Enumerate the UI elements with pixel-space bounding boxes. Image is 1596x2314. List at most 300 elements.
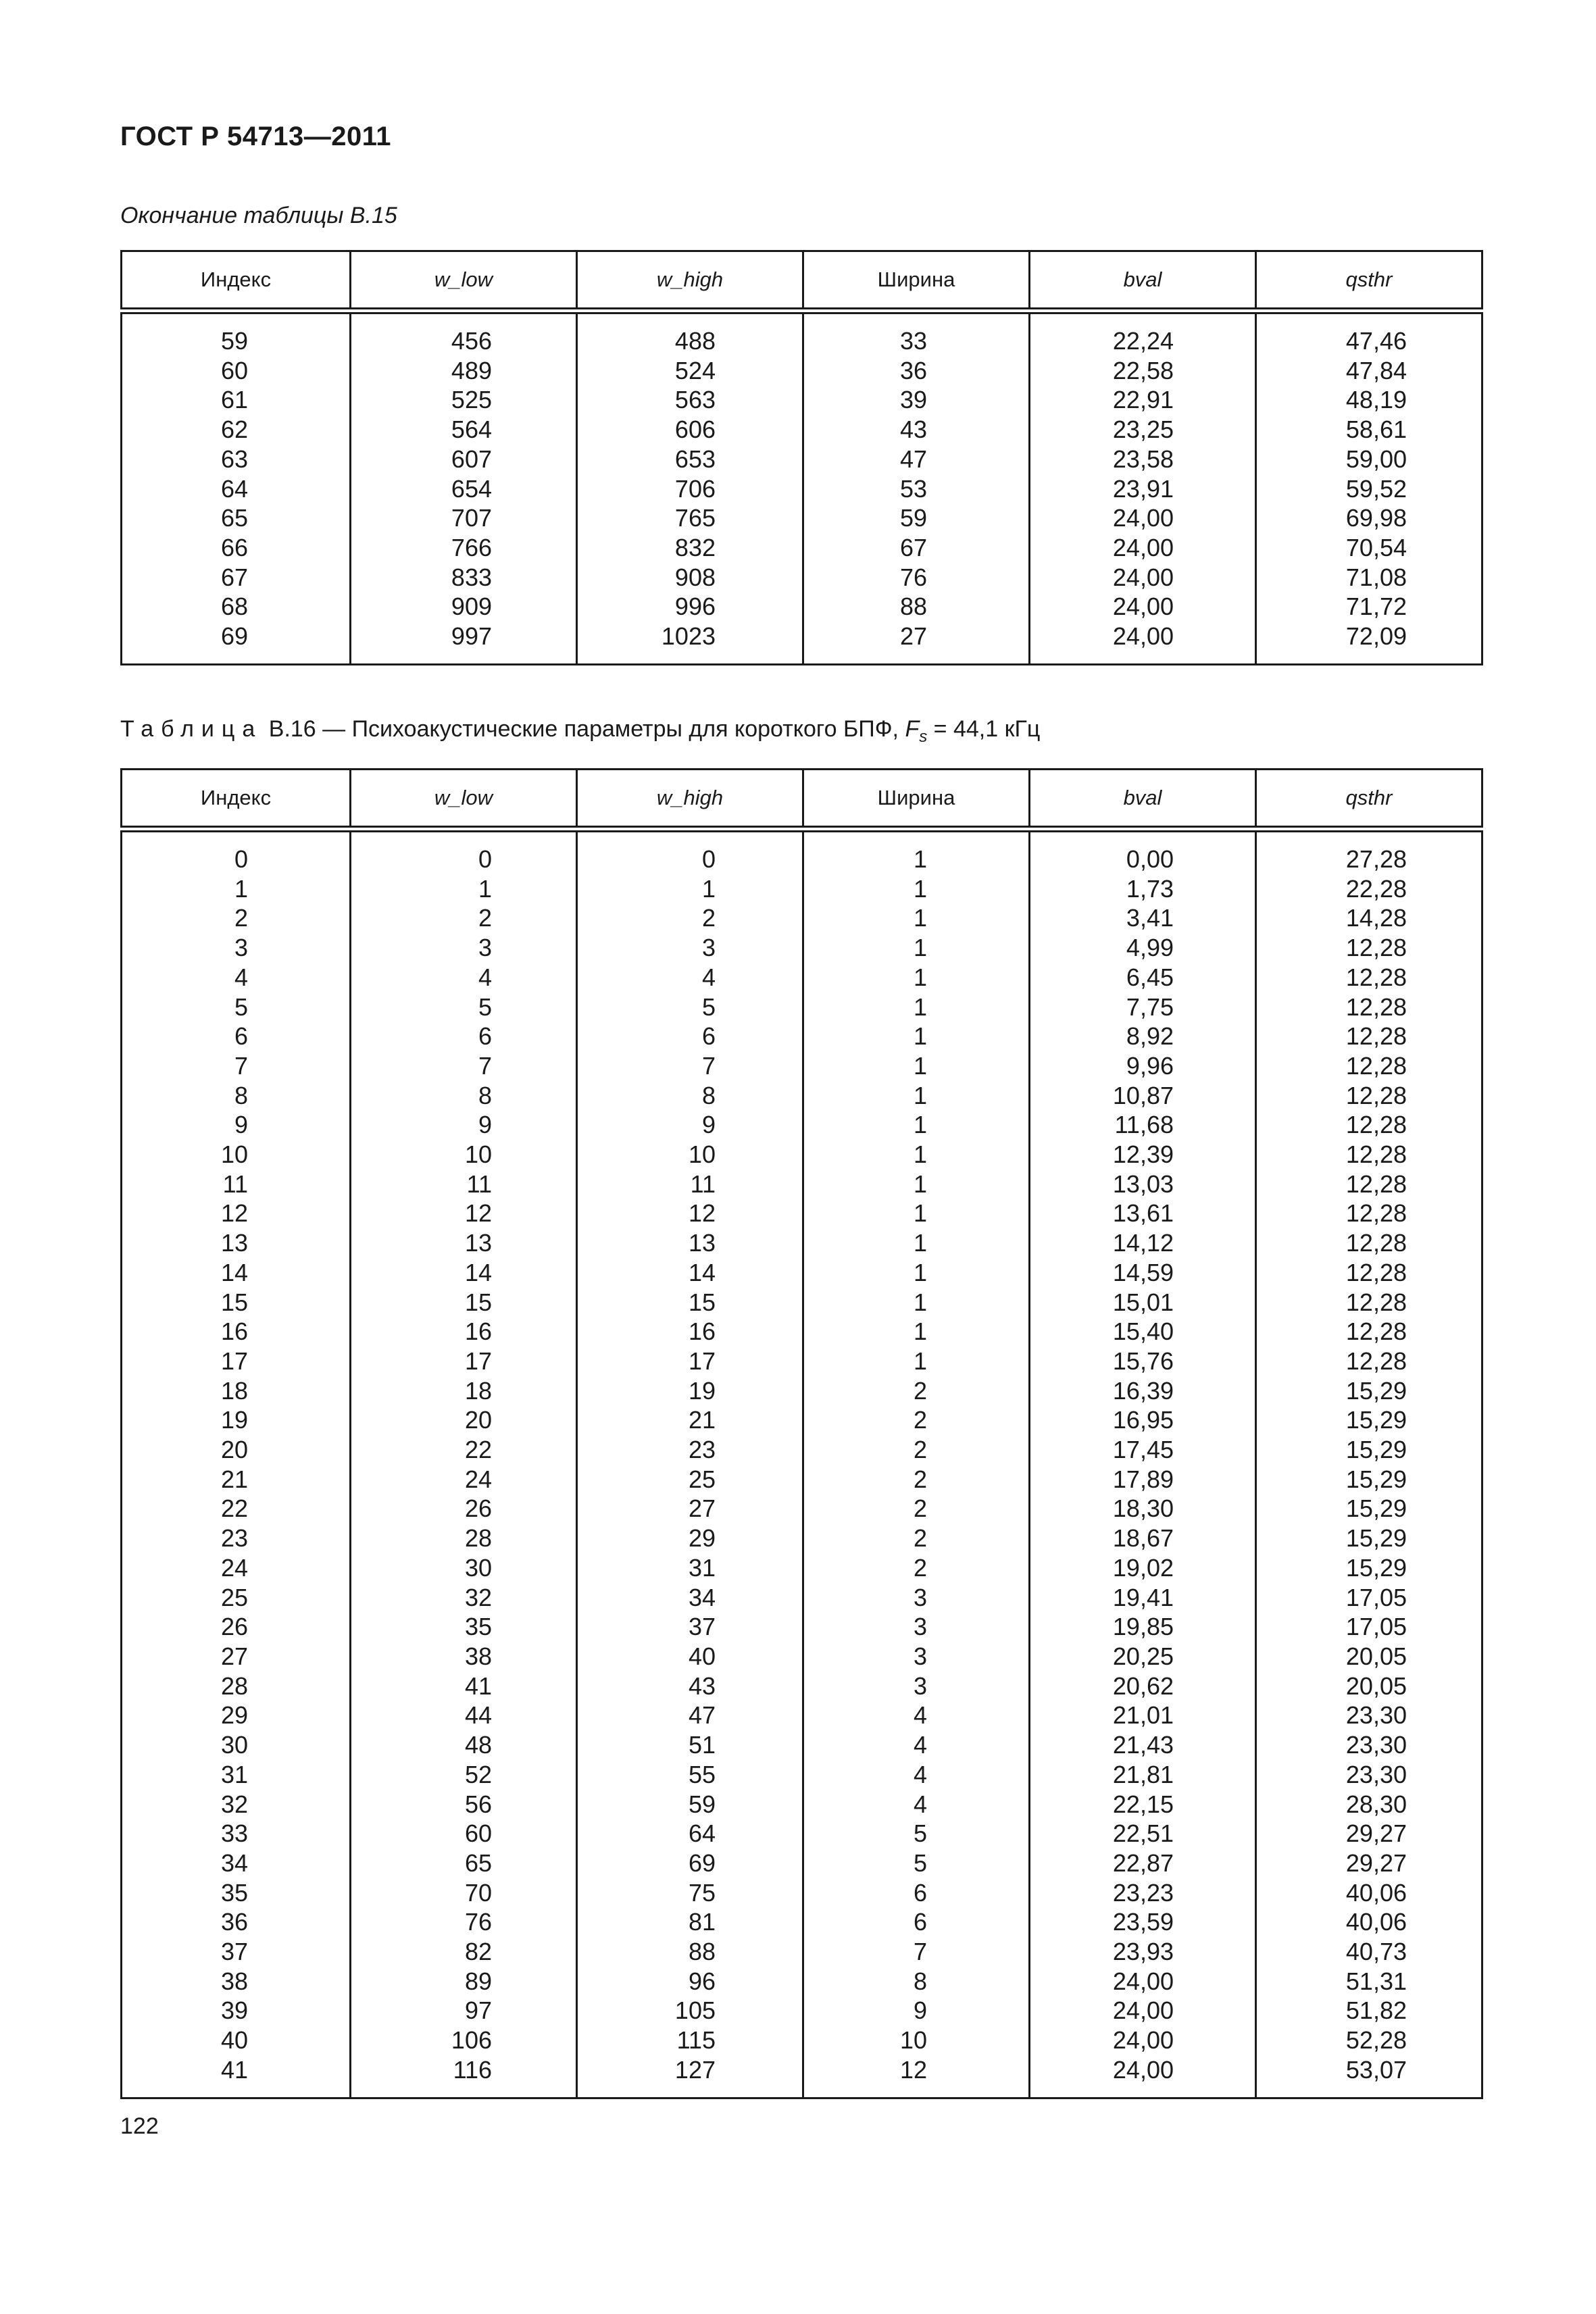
cell-qsthr: 47,46 [1256,311,1482,356]
cell-qsthr: 15,29 [1256,1465,1482,1494]
cell-qsthr: 12,28 [1256,1228,1482,1258]
cell-index: 68 [220,593,248,621]
cell-width: 59 [803,503,1030,533]
cell-index: 8 [234,1081,248,1109]
cell-width: 2 [803,1494,1030,1524]
cell-qsthr: 12,28 [1256,1288,1482,1317]
cell-index: 63 [220,445,248,473]
cell-index: 21 [220,1465,248,1493]
column-header-bval: bval [1030,251,1256,311]
table-row [122,903,1482,933]
cell-bval: 17,89 [1030,1465,1256,1494]
cell-index: 69 [220,622,248,651]
cell-w-low: 525 [351,385,577,415]
cell-qsthr: 70,54 [1256,533,1482,563]
table-row [122,1907,1482,1937]
cell-width: 1 [803,1140,1030,1169]
cell-qsthr: 15,29 [1256,1524,1482,1553]
cell-index: 20 [220,1436,248,1464]
cell-w-low: 76 [351,1907,577,1937]
column-header-qsthr: qsthr [1256,770,1482,830]
table-row [122,1465,1482,1494]
document-header: ГОСТ Р 54713—2011 [120,122,391,151]
cell-index: 18 [220,1376,248,1405]
cell-width: 5 [803,1819,1030,1848]
cell-w-low: 41 [351,1671,577,1701]
cell-bval: 15,01 [1030,1288,1256,1317]
cell-width: 1 [803,933,1030,963]
cell-w-high: 55 [577,1760,803,1790]
cell-qsthr: 22,28 [1256,874,1482,904]
table-row [122,1051,1482,1081]
cell-qsthr: 15,29 [1256,1405,1482,1435]
cell-w-low: 70 [351,1878,577,1908]
cell-bval: 16,95 [1030,1405,1256,1435]
table-row [122,1848,1482,1878]
cell-w-high: 0 [577,829,803,874]
cell-index: 25 [220,1583,248,1611]
table-row [122,356,1482,386]
cell-bval: 17,45 [1030,1435,1256,1465]
table-row [122,874,1482,904]
table-row [122,1937,1482,1967]
cell-bval: 22,91 [1030,385,1256,415]
column-header-width: Ширина [803,770,1030,830]
cell-width: 6 [803,1907,1030,1937]
cell-w-low: 82 [351,1937,577,1967]
cell-width: 1 [803,1258,1030,1288]
cell-index: 11 [222,1169,248,1198]
cell-bval: 13,61 [1030,1199,1256,1228]
cell-w-high: 37 [577,1612,803,1642]
cell-bval: 15,40 [1030,1317,1256,1347]
cell-bval: 10,87 [1030,1081,1256,1111]
table-row [122,1730,1482,1760]
cell-bval: 19,41 [1030,1583,1256,1613]
cell-w-low: 607 [351,445,577,474]
cell-w-low: 2 [351,903,577,933]
cell-index: 60 [220,356,248,384]
cell-qsthr: 40,73 [1256,1937,1482,1967]
cell-w-high: 13 [577,1228,803,1258]
cell-w-low: 1 [351,874,577,904]
cell-w-low: 3 [351,933,577,963]
cell-w-high: 9 [577,1110,803,1140]
cell-bval: 24,00 [1030,503,1256,533]
cell-w-high: 14 [577,1258,803,1288]
cell-bval: 24,00 [1030,2055,1256,2098]
cell-qsthr: 12,28 [1256,1169,1482,1199]
cell-bval: 21,01 [1030,1701,1256,1730]
cell-qsthr: 12,28 [1256,992,1482,1022]
cell-w-low: 28 [351,1524,577,1553]
table-caption-number: В.16 [268,716,316,742]
cell-w-low: 16 [351,1317,577,1347]
table-row [122,1199,1482,1228]
cell-width: 53 [803,474,1030,504]
cell-w-high: 12 [577,1199,803,1228]
cell-bval: 18,67 [1030,1524,1256,1553]
cell-w-low: 13 [351,1228,577,1258]
table-row [122,963,1482,992]
cell-w-high: 127 [577,2055,803,2098]
cell-qsthr: 12,28 [1256,1051,1482,1081]
page-number: 122 [120,2113,159,2139]
cell-w-high: 17 [577,1347,803,1376]
cell-index: 12 [220,1199,248,1228]
cell-qsthr: 12,28 [1256,1317,1482,1347]
cell-bval: 22,58 [1030,356,1256,386]
cell-qsthr: 59,52 [1256,474,1482,504]
cell-width: 3 [803,1612,1030,1642]
table-row [122,1583,1482,1613]
cell-width: 1 [803,1228,1030,1258]
cell-width: 4 [803,1790,1030,1819]
cell-w-low: 106 [351,2026,577,2055]
cell-qsthr: 12,28 [1256,1081,1482,1111]
column-header-index: Индекс [122,251,351,311]
cell-width: 1 [803,963,1030,992]
cell-index: 38 [220,1967,248,1995]
cell-qsthr: 12,28 [1256,933,1482,963]
cell-qsthr: 71,08 [1256,563,1482,593]
cell-qsthr: 14,28 [1256,903,1482,933]
cell-w-high: 69 [577,1848,803,1878]
cell-bval: 22,24 [1030,311,1256,356]
cell-qsthr: 51,31 [1256,1967,1482,1996]
cell-bval: 15,76 [1030,1347,1256,1376]
table-row [122,2055,1482,2098]
cell-w-high: 64 [577,1819,803,1848]
cell-w-high: 81 [577,1907,803,1937]
cell-width: 67 [803,533,1030,563]
cell-w-low: 909 [351,592,577,622]
cell-qsthr: 12,28 [1256,1140,1482,1169]
table-row [122,1819,1482,1848]
table-row [122,829,1482,874]
cell-index: 35 [220,1878,248,1907]
cell-w-low: 707 [351,503,577,533]
cell-bval: 23,59 [1030,1907,1256,1937]
cell-bval: 22,87 [1030,1848,1256,1878]
cell-qsthr: 12,28 [1256,1199,1482,1228]
cell-index: 7 [234,1051,248,1080]
cell-qsthr: 48,19 [1256,385,1482,415]
table-row [122,1790,1482,1819]
cell-w-low: 20 [351,1405,577,1435]
cell-width: 1 [803,1317,1030,1347]
cell-w-low: 35 [351,1612,577,1642]
cell-w-high: 115 [577,2026,803,2055]
cell-w-low: 0 [351,829,577,874]
cell-qsthr: 29,27 [1256,1819,1482,1848]
cell-w-low: 654 [351,474,577,504]
cell-bval: 22,15 [1030,1790,1256,1819]
table-row [122,2026,1482,2055]
cell-width: 1 [803,903,1030,933]
table-caption-text: — Психоакустические параметры для короткого БПФ, [316,716,905,742]
table-row [122,1405,1482,1435]
cell-width: 4 [803,1701,1030,1730]
cell-w-low: 4 [351,963,577,992]
cell-width: 1 [803,1288,1030,1317]
cell-w-high: 8 [577,1081,803,1111]
cell-qsthr: 59,00 [1256,445,1482,474]
table-caption-fs-subscript: s [919,727,928,746]
cell-index: 13 [220,1229,248,1257]
cell-qsthr: 12,28 [1256,1022,1482,1051]
cell-index: 14 [220,1258,248,1286]
cell-w-high: 3 [577,933,803,963]
cell-w-high: 25 [577,1465,803,1494]
cell-w-low: 833 [351,563,577,593]
cell-w-high: 832 [577,533,803,563]
cell-index: 64 [220,474,248,503]
cell-w-low: 15 [351,1288,577,1317]
cell-w-high: 11 [577,1169,803,1199]
cell-index: 17 [220,1347,248,1375]
cell-index: 33 [220,1819,248,1848]
table-row [122,1494,1482,1524]
cell-w-high: 27 [577,1494,803,1524]
cell-w-low: 22 [351,1435,577,1465]
cell-bval: 19,85 [1030,1612,1256,1642]
cell-w-high: 765 [577,503,803,533]
cell-w-low: 32 [351,1583,577,1613]
cell-bval: 12,39 [1030,1140,1256,1169]
cell-w-high: 1023 [577,622,803,664]
table-row [122,1169,1482,1199]
cell-bval: 23,25 [1030,415,1256,445]
cell-w-high: 15 [577,1288,803,1317]
cell-bval: 14,59 [1030,1258,1256,1288]
cell-width: 5 [803,1848,1030,1878]
cell-bval: 22,51 [1030,1819,1256,1848]
cell-w-low: 116 [351,2055,577,2098]
cell-w-high: 706 [577,474,803,504]
cell-qsthr: 53,07 [1256,2055,1482,2098]
cell-w-low: 26 [351,1494,577,1524]
cell-w-low: 24 [351,1465,577,1494]
cell-w-high: 1 [577,874,803,904]
cell-width: 1 [803,1110,1030,1140]
table-row [122,1288,1482,1317]
cell-width: 76 [803,563,1030,593]
cell-index: 62 [220,416,248,444]
cell-w-low: 9 [351,1110,577,1140]
cell-bval: 24,00 [1030,2026,1256,2055]
cell-width: 6 [803,1878,1030,1908]
cell-qsthr: 58,61 [1256,415,1482,445]
cell-width: 4 [803,1730,1030,1760]
cell-qsthr: 12,28 [1256,1110,1482,1140]
cell-w-low: 489 [351,356,577,386]
cell-w-low: 14 [351,1258,577,1288]
cell-width: 2 [803,1465,1030,1494]
cell-w-high: 21 [577,1405,803,1435]
cell-w-high: 43 [577,1671,803,1701]
cell-width: 43 [803,415,1030,445]
cell-w-low: 10 [351,1140,577,1169]
cell-qsthr: 28,30 [1256,1790,1482,1819]
cell-index: 15 [220,1288,248,1316]
cell-w-low: 997 [351,622,577,664]
table-row [122,1996,1482,2026]
table-row [122,563,1482,593]
cell-index: 5 [234,992,248,1021]
cell-width: 1 [803,1022,1030,1051]
cell-w-high: 47 [577,1701,803,1730]
cell-w-high: 563 [577,385,803,415]
cell-qsthr: 23,30 [1256,1760,1482,1790]
cell-w-low: 17 [351,1347,577,1376]
cell-width: 47 [803,445,1030,474]
cell-qsthr: 15,29 [1256,1494,1482,1524]
column-header-index: Индекс [122,770,351,830]
cell-qsthr: 40,06 [1256,1907,1482,1937]
cell-w-low: 6 [351,1022,577,1051]
table-header-row [122,251,1482,311]
cell-w-low: 65 [351,1848,577,1878]
cell-qsthr: 15,29 [1256,1553,1482,1583]
cell-qsthr: 23,30 [1256,1701,1482,1730]
cell-w-high: 7 [577,1051,803,1081]
cell-index: 4 [234,963,248,991]
cell-w-high: 40 [577,1642,803,1671]
cell-bval: 23,58 [1030,445,1256,474]
table-row [122,385,1482,415]
cell-index: 1 [234,874,248,903]
cell-bval: 13,03 [1030,1169,1256,1199]
cell-bval: 3,41 [1030,903,1256,933]
cell-width: 2 [803,1405,1030,1435]
table-row [122,1612,1482,1642]
cell-w-high: 29 [577,1524,803,1553]
cell-index: 40 [220,2026,248,2055]
cell-width: 3 [803,1671,1030,1701]
table-caption-fs-value: = 44,1 кГц [927,716,1041,742]
cell-index: 39 [220,1996,248,2025]
cell-bval: 20,25 [1030,1642,1256,1671]
cell-bval: 24,00 [1030,592,1256,622]
cell-w-low: 7 [351,1051,577,1081]
cell-w-high: 653 [577,445,803,474]
cell-w-low: 56 [351,1790,577,1819]
cell-w-high: 59 [577,1790,803,1819]
cell-index: 29 [220,1701,248,1730]
cell-w-low: 456 [351,311,577,356]
cell-width: 39 [803,385,1030,415]
table-row [122,992,1482,1022]
cell-bval: 6,45 [1030,963,1256,992]
cell-index: 61 [220,386,248,414]
cell-w-high: 5 [577,992,803,1022]
cell-w-high: 16 [577,1317,803,1347]
cell-index: 31 [220,1760,248,1788]
cell-index: 26 [220,1613,248,1641]
cell-w-low: 97 [351,1996,577,2026]
table-b16 [120,768,1483,2099]
table-row [122,1878,1482,1908]
table-row [122,933,1482,963]
table-row [122,1317,1482,1347]
cell-bval: 20,62 [1030,1671,1256,1701]
cell-w-high: 75 [577,1878,803,1908]
table-caption [120,716,1040,747]
cell-w-high: 51 [577,1730,803,1760]
cell-index: 67 [220,563,248,591]
cell-qsthr: 15,29 [1256,1376,1482,1406]
cell-qsthr: 69,98 [1256,503,1482,533]
cell-index: 10 [220,1140,248,1169]
cell-index: 36 [220,1908,248,1936]
cell-width: 4 [803,1760,1030,1790]
cell-index: 66 [220,533,248,561]
cell-index: 19 [220,1406,248,1434]
table-row [122,533,1482,563]
cell-index: 0 [234,845,248,873]
cell-index: 22 [220,1494,248,1523]
cell-width: 9 [803,1996,1030,2026]
table-row [122,1553,1482,1583]
table-row [122,1347,1482,1376]
cell-bval: 18,30 [1030,1494,1256,1524]
cell-w-high: 996 [577,592,803,622]
cell-qsthr: 29,27 [1256,1848,1482,1878]
table-row [122,311,1482,356]
cell-qsthr: 20,05 [1256,1642,1482,1671]
table-row [122,445,1482,474]
cell-index: 16 [220,1317,248,1346]
cell-qsthr: 15,29 [1256,1435,1482,1465]
cell-w-low: 60 [351,1819,577,1848]
table-row [122,1228,1482,1258]
cell-width: 1 [803,829,1030,874]
cell-bval: 0,00 [1030,829,1256,874]
cell-width: 1 [803,1051,1030,1081]
cell-qsthr: 51,82 [1256,1996,1482,2026]
cell-width: 10 [803,2026,1030,2055]
cell-w-high: 34 [577,1583,803,1613]
cell-width: 27 [803,622,1030,664]
cell-index: 28 [220,1671,248,1700]
cell-w-low: 89 [351,1967,577,1996]
cell-qsthr: 17,05 [1256,1612,1482,1642]
cell-w-low: 766 [351,533,577,563]
cell-width: 2 [803,1376,1030,1406]
cell-bval: 11,68 [1030,1110,1256,1140]
cell-qsthr: 27,28 [1256,829,1482,874]
cell-w-high: 488 [577,311,803,356]
cell-width: 7 [803,1937,1030,1967]
column-header-w-low: w_low [351,770,577,830]
cell-bval: 21,81 [1030,1760,1256,1790]
table-continuation-caption: Окончание таблицы В.15 [120,203,397,228]
cell-bval: 24,00 [1030,1967,1256,1996]
column-header-w-low: w_low [351,251,577,311]
cell-qsthr: 47,84 [1256,356,1482,386]
cell-index: 37 [220,1938,248,1966]
cell-bval: 8,92 [1030,1022,1256,1051]
cell-bval: 14,12 [1030,1228,1256,1258]
cell-index: 41 [220,2055,248,2084]
cell-w-high: 524 [577,356,803,386]
cell-index: 65 [220,504,248,532]
cell-width: 2 [803,1524,1030,1553]
table-row [122,474,1482,504]
cell-bval: 1,73 [1030,874,1256,904]
cell-qsthr: 17,05 [1256,1583,1482,1613]
